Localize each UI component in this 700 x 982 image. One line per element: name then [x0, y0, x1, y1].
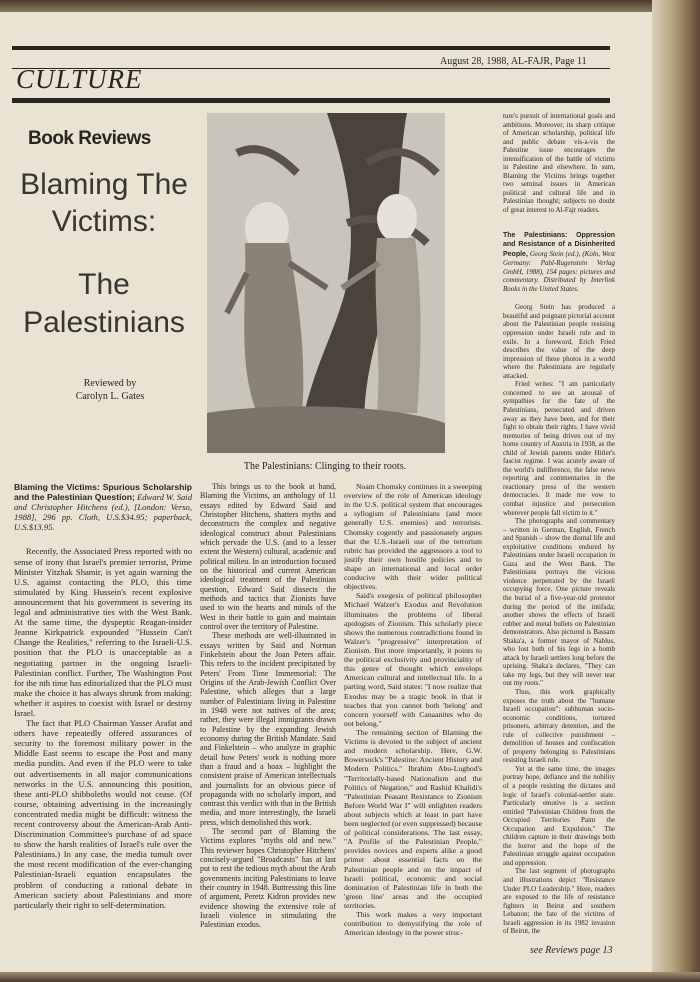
- column-3: [344, 482, 482, 937]
- byline-name: Carolyn L. Gates: [75, 391, 145, 402]
- top-rule: [12, 46, 610, 50]
- section-title: CULTURE: [16, 64, 143, 94]
- headline-line-2: Victims:: [51, 205, 157, 238]
- header-date-line: August 28, 1988, AL-FAJR, Page 11: [440, 56, 587, 67]
- col4-continued-text: ture's pursuit of international goals and ambitions. Moreover, its sharp critique of American scholarship, political life and public debate vis-a-vis the Palestine issue encourages the intensification of the battle of victims in Palestine and elsewhere. In sum, Blaming the Victims brings together two seminal issues in American political and cultural life and in Palestinian thought; subjects no doubt of great interest to Al-Fajr readers.: [503, 112, 615, 215]
- col3-paragraph-1: Noam Chomsky continues in a sweeping overview of the role of American ideology in the U.S. political system that encourages a syllogism of Palestinians (and more generally U.S. enemies) and terrorists. Chomsky cogently and passionately argues that the U.S.-Israeli use of the terrorism rubric has provided the aggressors a tool to justify their own hostile policies and to shape an international and local order conducive with their wider political objectives.: [344, 482, 482, 592]
- col3-paragraph-3: The remaining section of Blaming the Victims is devoted to the subject of ancient and modern scholarship. Here, G.W. Bowersock's "Palestine: Ancient History and Modern Politics," Ibrahim Abu-Lughod's "Territorially-based Nationalism and the Politics of Negation," and Rashid Khalidi's "Palestinian Peasant Resistance to Zionism Before World War I" will enlighten readers about subjects which at least in part have been neglected (or even suppressed) because of political considerations. The last essay, "A Profile of the Palestinian People," provides novices and experts alike a good primer about essential facts on the Palestinian people and on the impact of Israeli political, economic and social domination of Palestinian life in both the 'green line' areas and the occupied territories.: [344, 727, 482, 911]
- scan-top-edge: [0, 0, 700, 12]
- kicker-book-reviews: Book Reviews: [28, 128, 151, 149]
- col2-paragraph-2: These methods are well-illustrated in essays written by Said and Norman Finkelstein about the Joan Peters affair. This refers to the incident precipitated by Peters' From Time Immemorial: The Origins of the Arab-Jewish Conflict Over Palestine, which alleges that a large number of Palestinians living in Palestine in 1948 were not natives of the area; rather, they were illegal immigrants drawn to Palestine by the expanding Jewish economy during the British Mandate. Said and Finkelstein – who analyze in graphic detail how Peters' work is nothing more than a fraud and a hoax – highlight the consistent praise of American intellectuals and journalists for an obvious piece of propaganda with no scholarly import, and contrast this verdict with that in the British media, and more interestingly, the Israeli press, which demolished this work.: [200, 631, 336, 827]
- column-4: [503, 112, 615, 936]
- col4-paragraph-3: The photographs and commentary – written in German, English, French and Spanish – show the dismal life and exploitative conditions endured by Palestinians under Israeli occupation in Gaza and the West Bank. The Palestinians portrays the vicious violence perpetrated by the Israeli occupying force. One picture reveals the burial of a five-year-old protestor during the period of the intifada; another shows the effects of Israeli rubber and metal bullets on Palestinian demonstrators. Also pictured is Bassam Shaka'a, a former mayor of Nablus, who lost both of his legs in a bomb attack by Israeli settlers long before the uprising. Shaka'a declares, "They can take my legs, but they will never tear out my roots.": [503, 517, 615, 688]
- col3-paragraph-4: This work makes a very important contribution to demystifying the role of American ideology in the power struc-: [344, 910, 482, 938]
- section-rule: [12, 98, 610, 103]
- review-1-reference-title: Blaming the Victims: Spurious Scholarship and the Palestinian Question;: [14, 482, 192, 503]
- column-2: [200, 482, 336, 930]
- col3-paragraph-2: Said's exegesis of political philosopher Michael Walzer's Exodus and Revolution illuminates the problems of liberal apologists of Zionism. This scholarly piece shows the numerous contradictions found in Walzer's "progressive" interpretation of Zionism. But more importantly, it points to the political exclusivity and provinciality of this genre of thought which envelops American cultural and intellectual life. In a parting word, Said states: "I now realize that Exodus may be a tragic book in that it teaches that you cannot both 'belong' and concern yourself with Canaanites who do not belong.": [344, 591, 482, 728]
- col2-paragraph-3: The second part of Blaming the Victims explores "myths old and new." This reviewer hopes Christopher Hitchens' concisely-argued "Broadcasts" has at last put to rest the tedious myth about the Arab governments inciting Palestinians to leave their country in 1948. Buttressing this line of argument, Peretz Kidron provides new evidence showing the extensive role of Israeli violence in stimulating the Palestinian exodus.: [200, 827, 336, 930]
- col4-paragraph-5: Yet at the same time, the images portray hope, defiance and the nobility of a people resisting the dictates and logic of Israel's colonial-settler state. Particularly emotive is a section entitled "Palestinian Children from the Occupied Territories Paint the Occupation and Expulsion." The children capture in their drawings both the horror and the hope of the Palestinian struggle against occupation and oppression.: [503, 764, 615, 867]
- col4-paragraph-6: The last segment of photographs and illustrations depict "Resistance Under PLO Leadership." Here, readers are exposed to the life of resistance fighters in Beirut and southern Lebanon; the fate of the victims of Israeli aggression in its 1982 invasion of Beirut, the: [503, 867, 615, 936]
- review-2-reference-details: Georg Stein (ed.), (Koln, West Germany: Pahl-Rugenstein Verlag GmbH, 1988), 154 pages: pictures and commentary. Distributed by Interlink Books in the United States.: [503, 249, 615, 293]
- col2-paragraph-1: This brings us to the book at hand, Blaming the Victims, an anthology of 11 essays edited by Edward Said and Christopher Hitchens, shatters myths and deconstructs the complex and negative ideological construct about Palestinians which pervade the U.S. (and to a lesser extent the Western) cultural, academic and political milieu. In an introduction focused on the historical and current American ideological treatment of the Palestinian question, Edward Said dissects the methods and tactics that Zionists have used to win the hearts and minds of the West in their battle to gain and maintain control over the territory of Palestine.: [200, 482, 336, 631]
- col4-paragraph-4: Thus, this work graphically exposes the truth about the "humane Israeli occupation": subhuman socio-economic conditions, tortured prisoners, arbitrary detention, and the rule of collective punishment – demolition of houses and confiscation of property belonging to Palestinians resisting Israeli rule.: [503, 688, 615, 765]
- byline-label: Reviewed by: [83, 378, 137, 389]
- review-1-reference-details: Edward W. Said and Christopher Hitchens (ed.), [London: Verso, 1988], 296 pp. Cloth, U.S.$34.95; paperback, U.S.$13.95.: [14, 492, 192, 533]
- col4-paragraph-1: Georg Stein has produced a beautiful and poignant pictorial account about the Palestinian people resisting oppression under Israeli rule and in exile. In a foreword, Erich Fried describes the value of the deep impression of these photos in a world where the Palestinians are regularly attacked.: [503, 303, 615, 380]
- article-photo: [207, 113, 445, 453]
- photo-caption: The Palestinians: Clinging to their roots.: [243, 461, 407, 472]
- column-1: [14, 482, 192, 910]
- scan-bottom-edge: [0, 972, 700, 982]
- col1-paragraph-1: Recently, the Associated Press reported with no sense of irony that Israel's premier terrorist, Prime Minister Yitzhak Shamir, is yet again warning the U.S. against contacting the PLO, this time stimulated by King Hussein's recent explosive announcement that his government is severing its legal and administrative ties with the West Bank. At the same time, the dyspeptic Reagan-insider Jeanne Kirkpatrick expounded "Hussein Can't Change the Realities," referring to the Israeli-U.S. position that the PLO is unacceptable as a negotiating partner in the ongoing Israeli-Palestinian conflict. Further, The Washington Post for the nth time has editorialized that the PLO must make the choice it has always shrunk from making: whether it aspires to coexist with Israel or destroy Israel.: [14, 546, 192, 718]
- continued-on-page: see Reviews page 13: [530, 945, 613, 956]
- col1-paragraph-2: The fact that PLO Chairman Yasser Arafat and others have repeatedly offered assurances of security to the foremost military power in the Middle East seems to escape the Post and many media pundits. And even if the PLO were to take out advertisements in all major communications networks in the U.S. announcing this position, these anti-PLO shibboleths would not cease. (Of course, obtaining advertising in the increasingly concentrated media might be difficult: witness the recent controversy about the American-Arab Anti-Discrimination Committee's purchase of ad space to show the harsh realities of Israel's rule over the Palestinians.) In any case, the media tumult over the most recent modification of the ever-changing Palestinian-Israeli equation encapsulates the problem of conducting a rational debate in American society about Palestinians and more particularly their right to self-determination.: [14, 718, 192, 910]
- headline-line-3: The: [78, 268, 130, 301]
- tree-figure-illustration: [207, 113, 445, 453]
- scan-binding-edge: [652, 0, 700, 982]
- headline-line-4: Palestinians: [23, 306, 185, 339]
- col4-paragraph-2: Fried writes: "I am particularly concerned to see an arousal of sympathies for the fate of the Palestinians, persecuted and driven away as they have been, and for their fight to obtain their rights. I have vivid memories of being driven out of my home country of Austria in 1938, as the child of Jewish parents under Hitler's fascist regime. I was acutely aware of the world's indifference, the false news reporting and commentaries in the reactionary press of the western democracies. It made me vow to combat injustice and persecution wherever people fall victim to it.": [503, 380, 615, 517]
- review-2-reference-title: The Palestinians: Oppression and Resistance of a Disinherited People,: [503, 231, 615, 258]
- headline-line-1: Blaming The: [20, 168, 188, 201]
